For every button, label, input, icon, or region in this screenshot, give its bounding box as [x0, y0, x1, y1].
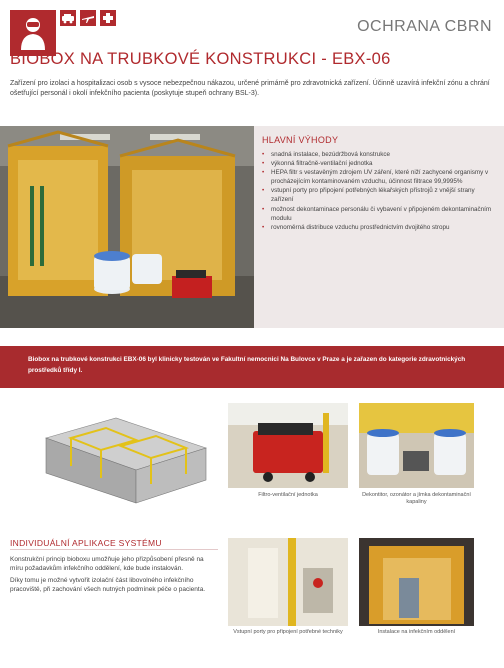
decontamination-photo: [359, 403, 474, 488]
list-item: • výkonná filtračně-ventilační jednotka: [262, 159, 496, 168]
list-item: • snadná instalace, bezúdržbová konstrukce: [262, 150, 496, 159]
section-divider: [10, 549, 218, 550]
list-item: • rovnoměrná distribuce vzduchu prostřednictvím dvojitého stropu: [262, 223, 496, 232]
medical-cross-icon: [100, 10, 116, 26]
list-item: • možnost dekontaminace personálu či vybavení v připojeném dekontaminačním modulu: [262, 205, 496, 223]
intro-text: Zařízení pro izolaci a hospitalizaci osob s vysoce nebezpečnou nákazou, určené primárně pro zdravotnická zařízení. Účinně uzavírá infekční zónu a chrání ošetřující personál i okolí infekčního pacienta (poskytuje stupeň ochrany BSL-3).: [10, 80, 490, 97]
benefits-title: HLAVNÍ VÝHODY: [262, 135, 339, 145]
list-item: • HEPA filtr s vestavěným zdrojem UV záření, které niží zachycené organismy v procházejícím kontaminovaném vzduchu, účinnost filtrace 99,9995%: [262, 168, 496, 186]
biobox-photo: [0, 126, 254, 328]
installation-photo: [359, 538, 474, 626]
benefits-panel: [254, 126, 504, 328]
category-label: OCHRANA CBRN: [357, 18, 492, 35]
decontamination-caption: Dekontitor, ozonátor a jímka dekontaminační kapaliny: [362, 492, 471, 505]
filter-unit-caption: Filtro-ventilační jednotka: [258, 492, 318, 498]
page-title: BIOBOX NA TRUBKOVÉ KONSTRUKCI - EBX-06: [10, 50, 391, 68]
benefits-list: [262, 150, 496, 232]
entry-ports-photo: [228, 538, 348, 626]
list-item: • vstupní porty pro připojení potřebných lékařských přístrojů z vnější strany zařízení: [262, 186, 496, 204]
airplane-icon: [80, 10, 96, 26]
system-paragraph: Díky tomu je možné vytvořit izolační část libovolného infekčního pracoviště, při zachování všech nutných podmínek péče o pacienta.: [10, 577, 206, 593]
system-text: [10, 555, 218, 597]
car-icon: [60, 10, 76, 26]
filter-unit-photo: [228, 403, 348, 488]
installation-caption: Instalace na infekčním oddělení: [377, 629, 456, 635]
certification-band: Biobox na trubkové konstrukci EBX-06 byl klinicky testován ve Fakultní nemocnici Na Bulovce v Praze a je zařazen do kategorie zdravotnických prostředků třídy I.: [0, 346, 504, 388]
biobox-3d-diagram: [26, 408, 226, 508]
system-title: INDIVIDUÁLNÍ APLIKACE SYSTÉMU: [10, 538, 162, 548]
system-paragraph: Konstrukční princip bioboxu umožňuje jeho přizpůsobení přesně na míru požadavkům infekčního oddělení, kde bude instalován.: [10, 556, 204, 572]
entry-ports-caption: Vstupní porty pro připojení potřebné techniky: [233, 629, 343, 635]
